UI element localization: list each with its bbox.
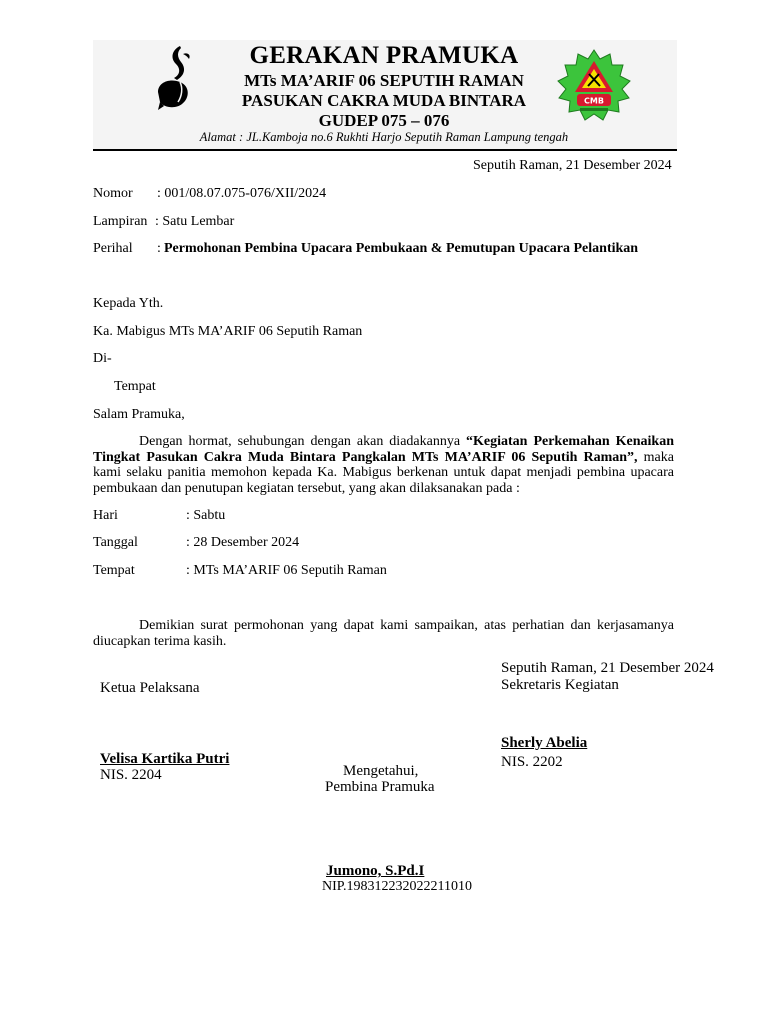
schedule-date-value: : 28 Desember 2024 bbox=[186, 535, 300, 550]
signature-left-nis: NIS. 2204 bbox=[100, 767, 162, 783]
body-rest: maka kami selaku panitia memohon kepada Ka. Mabigus berkenan untuk dapat menjadi pembina upacara pembukaan dan penutupan kegiatan tersebut, yang akan dilaksanakan pada : bbox=[93, 449, 674, 496]
signature-right-date: Seputih Raman, 21 Desember 2024 bbox=[501, 660, 714, 676]
letterhead-address: Alamat : JL.Kamboja no.6 Rukhti Harjo Seputih Raman Lampung tengah bbox=[199, 130, 569, 144]
signature-right-name: Sherly Abelia bbox=[501, 735, 588, 751]
signature-center-role: Pembina Pramuka bbox=[325, 779, 435, 795]
recipient-intro: Kepada Yth. bbox=[93, 296, 164, 311]
signature-right-role: Sekretaris Kegiatan bbox=[501, 677, 619, 693]
schedule-place-label: Tempat bbox=[93, 563, 135, 578]
cmb-emblem bbox=[555, 48, 633, 126]
schedule-date-label: Tanggal bbox=[93, 535, 138, 550]
perihal-value: Permohonan Pembina Upacara Pembukaan & Pemutupan Upacara Pelantikan bbox=[164, 241, 639, 256]
letterhead-divider bbox=[93, 149, 677, 151]
school-name: MTs MA’ARIF 06 SEPUTIH RAMAN bbox=[244, 71, 524, 90]
recipient-di: Di- bbox=[93, 351, 112, 366]
signature-center-nip: NIP.198312232022211010 bbox=[322, 879, 472, 894]
signature-right-nis: NIS. 2202 bbox=[501, 754, 563, 770]
perihal-colon: : bbox=[157, 241, 161, 256]
signature-left-name: Velisa Kartika Putri bbox=[100, 751, 230, 767]
nomor-label: Nomor bbox=[93, 186, 133, 201]
nomor-value: : 001/08.07.075-076/XII/2024 bbox=[157, 186, 327, 201]
lampiran-value: : Satu Lembar bbox=[155, 214, 235, 229]
unit-name: PASUKAN CAKRA MUDA BINTARA bbox=[241, 91, 527, 110]
recipient-place: Tempat bbox=[114, 379, 156, 394]
letter-date: Seputih Raman, 21 Desember 2024 bbox=[473, 158, 672, 173]
schedule-place-value: : MTs MA’ARIF 06 Seputih Raman bbox=[186, 563, 387, 578]
signature-left-role: Ketua Pelaksana bbox=[100, 680, 200, 696]
org-title: GERAKAN PRAMUKA bbox=[249, 42, 519, 69]
body-paragraph bbox=[93, 434, 674, 496]
signature-center-known: Mengetahui, bbox=[343, 763, 419, 779]
emblem-label: CMB bbox=[584, 96, 604, 106]
greeting: Salam Pramuka, bbox=[93, 407, 185, 422]
closing-paragraph: Demikian surat permohonan yang dapat kami sampaikan, atas perhatian dan kerjasamanya diucapkan terima kasih. bbox=[93, 618, 674, 649]
gudep-number: GUDEP 075 – 076 bbox=[318, 111, 450, 130]
schedule-day-label: Hari bbox=[93, 508, 118, 523]
signature-center-name: Jumono, S.Pd.I bbox=[326, 863, 425, 879]
emblem-icon bbox=[555, 48, 633, 126]
schedule-day-value: : Sabtu bbox=[186, 508, 226, 523]
body-intro: Dengan hormat, sehubungan dengan akan diadakannya bbox=[139, 434, 467, 449]
recipient-name: Ka. Mabigus MTs MA’ARIF 06 Seputih Raman bbox=[93, 324, 363, 339]
perihal-label: Perihal bbox=[93, 241, 133, 256]
body-event: “Kegiatan Perkemahan Kenaikan Tingkat Pasukan Cakra Muda Bintara Pangkalan MTs MA’ARIF 06 Seputih Raman”, bbox=[93, 434, 674, 465]
lampiran-label: Lampiran bbox=[93, 214, 148, 229]
